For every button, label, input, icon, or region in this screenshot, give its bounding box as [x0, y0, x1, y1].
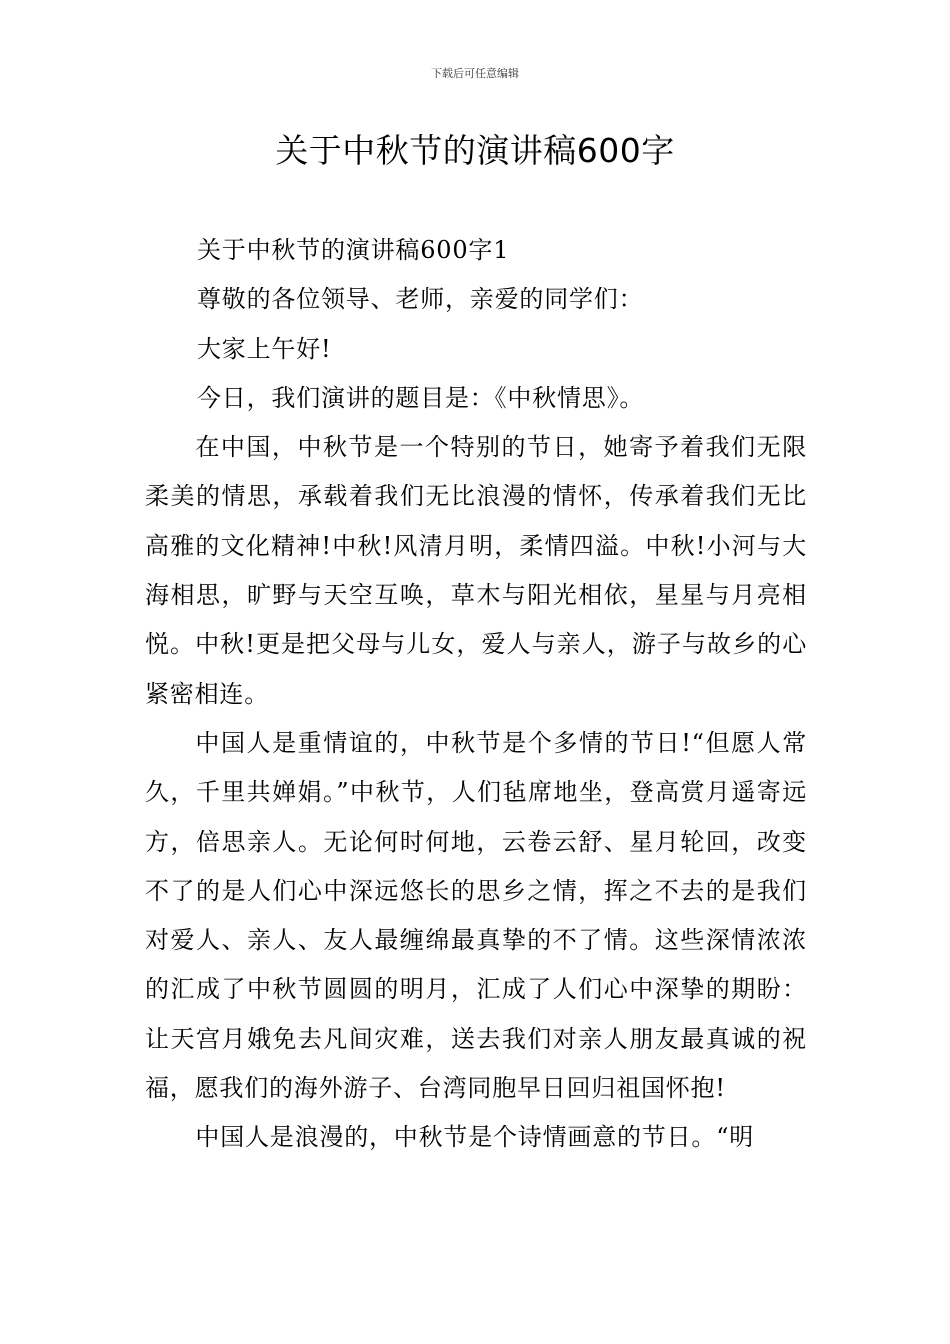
topic-line: 今日，我们演讲的题目是：《中秋情思》。 — [197, 383, 645, 412]
greeting: 大家上午好! — [197, 334, 332, 363]
salutation: 尊敬的各位领导、老师，亲爱的同学们： — [197, 285, 644, 314]
document-body — [145, 226, 807, 1163]
paragraph: 中国人是浪漫的，中秋节是个诗情画意的节日。“明 — [195, 1123, 755, 1152]
document-title: 关于中秋节的演讲稿600字 — [275, 131, 675, 170]
paragraph: 在中国，中秋节是一个特别的节日，她寄予着我们无限柔美的情思，承载着我们无比浪漫的情怀，传承着我们无比高雅的文化精神!中秋!风清月明，柔情四溢。中秋!小河与大海相思，旷野与天空互唤，草木与阳光相依，星星与月亮相悦。中秋!更是把父母与儿女，爱人与亲人，游子与故乡的心紧密相连。 — [145, 433, 807, 708]
header-note: 下载后可任意编辑 — [431, 67, 519, 80]
section-heading: 关于中秋节的演讲稿600字1 — [197, 236, 510, 264]
paragraph: 中国人是重情谊的，中秋节是个多情的节日!“但愿人常久，千里共婵娟。”中秋节，人们毡席地坐，登高赏月遥寄远方，倍思亲人。无论何时何地，云卷云舒、星月轮回，改变不了的是人们心中深远悠长的思乡之情，挥之不去的是我们对爱人、亲人、友人最缠绵最真挚的不了情。这些深情浓浓的汇成了中秋节圆圆的明月，汇成了人们心中深挚的期盼：让天宫月娥免去凡间灾难，送去我们对亲人朋友最真诚的祝福，愿我们的海外游子、台湾同胞早日回归祖国怀抱! — [145, 728, 807, 1103]
